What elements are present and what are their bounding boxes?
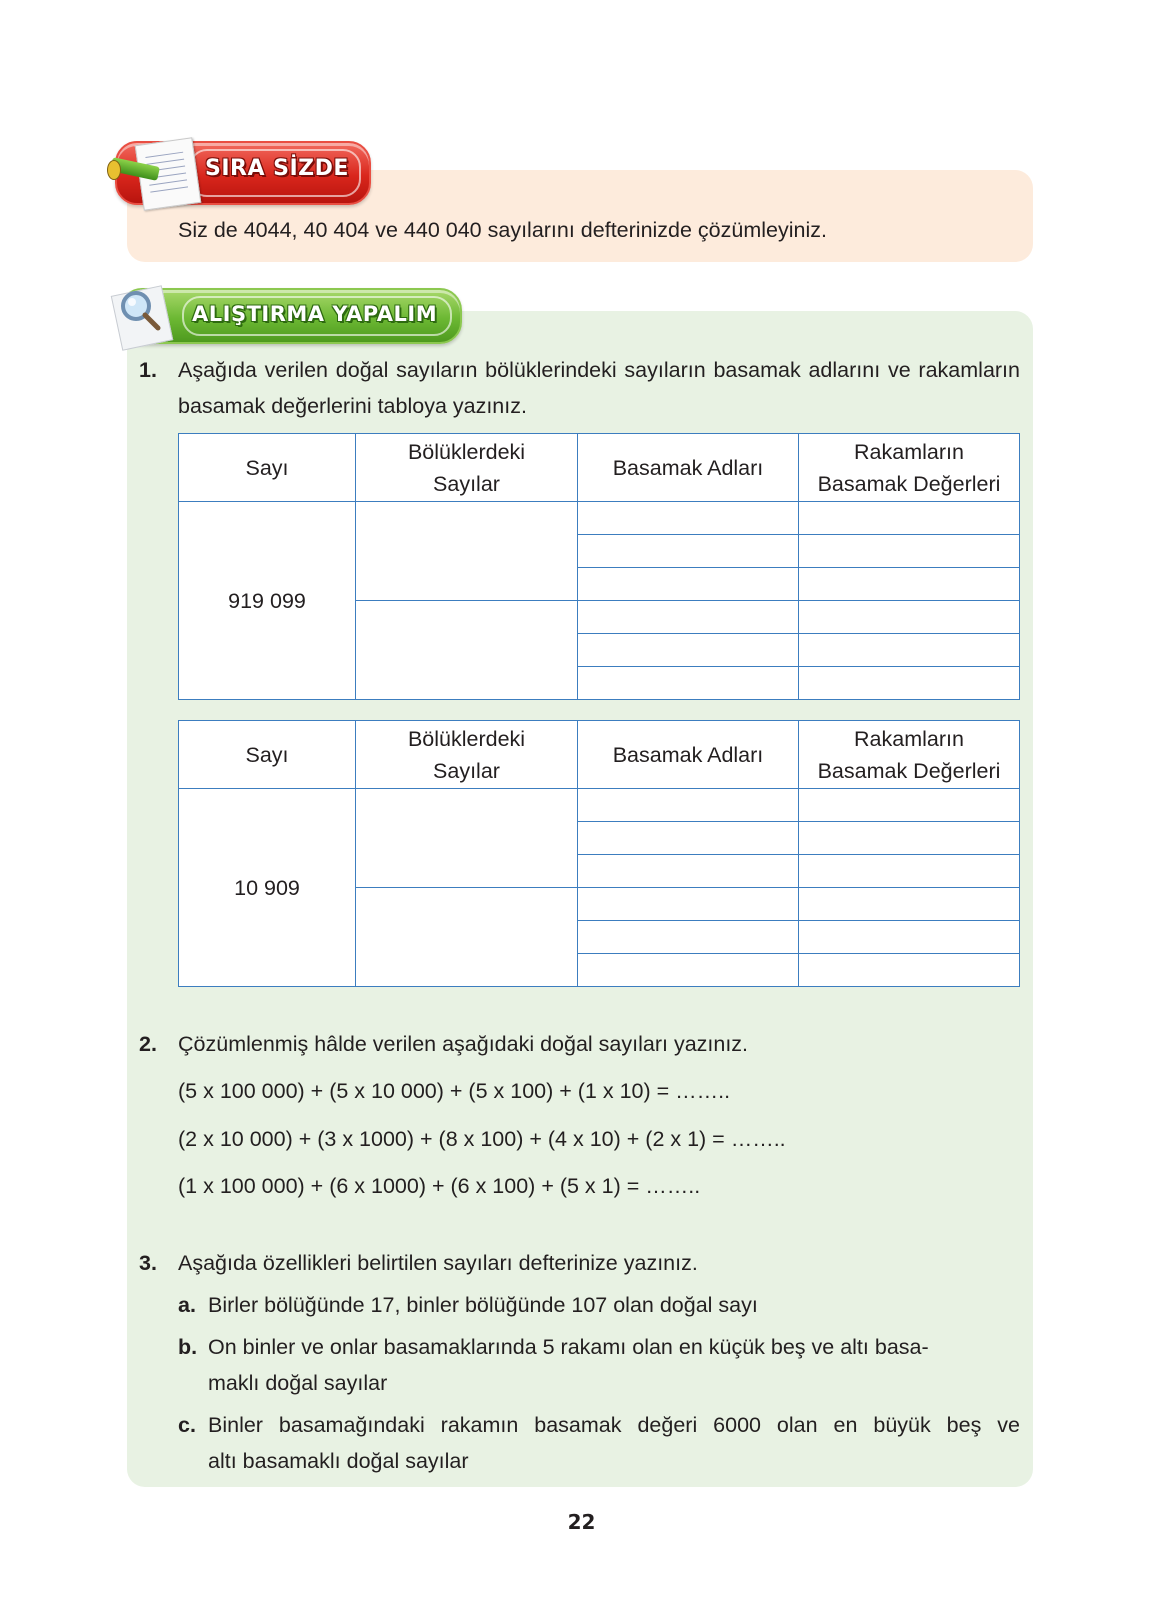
basamak-degeri-cell[interactable]: [799, 888, 1020, 921]
header-bolukler: Bölüklerdeki Sayılar: [356, 721, 578, 789]
magnifier-icon: [118, 288, 162, 332]
expression-2: (2 x 10 000) + (3 x 1000) + (8 x 100) + (4 x 10) + (2 x 1) = ……..: [178, 1127, 786, 1151]
header-basamak-adlari: Basamak Adları: [578, 721, 799, 789]
page-number: 22: [567, 1510, 596, 1534]
header-basamak-adlari: Basamak Adları: [578, 434, 799, 502]
basamak-degeri-cell[interactable]: [799, 667, 1020, 700]
question-1-number: 1.: [139, 358, 157, 382]
item-a-text: Birler bölüğünde 17, binler bölüğünde 107 olan doğal sayı: [208, 1293, 758, 1317]
basamak-adi-cell[interactable]: [578, 888, 799, 921]
basamak-degeri-cell[interactable]: [799, 634, 1020, 667]
number-cell: 10 909: [179, 789, 356, 987]
basamak-degeri-cell[interactable]: [799, 954, 1020, 987]
header-basamak-degerleri: Rakamların Basamak Değerleri: [799, 721, 1020, 789]
item-b-text-line2: maklı doğal sayılar: [208, 1371, 388, 1395]
basamak-degeri-cell[interactable]: [799, 535, 1020, 568]
item-a-label: a.: [178, 1293, 196, 1317]
boluk-input-cell[interactable]: [356, 601, 578, 700]
boluk-input-cell[interactable]: [356, 888, 578, 987]
expression-1: (5 x 100 000) + (5 x 10 000) + (5 x 100) + (1 x 10) = ……..: [178, 1079, 731, 1103]
basamak-degeri-cell[interactable]: [799, 921, 1020, 954]
pencil-eraser: [107, 160, 121, 180]
boluk-input-cell[interactable]: [356, 502, 578, 601]
item-c-label: c.: [178, 1413, 196, 1437]
number-cell: 919 099: [179, 502, 356, 700]
item-b-label: b.: [178, 1335, 198, 1359]
boluk-input-cell[interactable]: [356, 789, 578, 888]
question-2-text: Çözümlenmiş hâlde verilen aşağıdaki doğal sayıları yazınız.: [178, 1032, 749, 1056]
sira-sizde-banner: [115, 141, 371, 205]
table-row: [179, 789, 1020, 822]
basamak-adi-cell[interactable]: [578, 921, 799, 954]
basamak-adi-cell[interactable]: [578, 502, 799, 535]
question-3-number: 3.: [139, 1251, 157, 1275]
header-basamak-degerleri: Rakamların Basamak Değerleri: [799, 434, 1020, 502]
basamak-adi-cell[interactable]: [578, 634, 799, 667]
basamak-adi-cell[interactable]: [578, 535, 799, 568]
question-1-text: Aşağıda verilen doğal sayıların bölüklerindeki sayıların basamak adlarını ve rakamların basamak değerlerini tabloya yazınız.: [178, 358, 1020, 418]
question-2-number: 2.: [139, 1032, 157, 1056]
table-header-row: [179, 721, 1020, 789]
place-value-table-1: [178, 433, 1020, 700]
basamak-adi-cell[interactable]: [578, 601, 799, 634]
item-c-text-line1: Binler basamağındaki rakamın basamak değeri 6000 olan en büyük beş ve: [208, 1413, 1020, 1437]
table-row: [179, 502, 1020, 535]
basamak-adi-cell[interactable]: [578, 822, 799, 855]
table-header-row: [179, 434, 1020, 502]
place-value-table-2: [178, 720, 1020, 987]
basamak-adi-cell[interactable]: [578, 855, 799, 888]
basamak-degeri-cell[interactable]: [799, 568, 1020, 601]
basamak-degeri-cell[interactable]: [799, 789, 1020, 822]
expression-3: (1 x 100 000) + (6 x 1000) + (6 x 100) + (5 x 1) = ……..: [178, 1174, 701, 1198]
question-3-text: Aşağıda özellikleri belirtilen sayıları defterinize yazınız.: [178, 1251, 698, 1275]
basamak-degeri-cell[interactable]: [799, 822, 1020, 855]
basamak-adi-cell[interactable]: [578, 954, 799, 987]
basamak-adi-cell[interactable]: [578, 667, 799, 700]
item-c-text-line2: altı basamaklı doğal sayılar: [208, 1449, 469, 1473]
alistirma-title: ALIŞTIRMA YAPALIM: [192, 302, 438, 326]
header-bolukler: Bölüklerdeki Sayılar: [356, 434, 578, 502]
header-sayi: Sayı: [179, 721, 356, 789]
basamak-degeri-cell[interactable]: [799, 855, 1020, 888]
basamak-degeri-cell[interactable]: [799, 601, 1020, 634]
alistirma-banner: [120, 288, 462, 344]
header-sayi: Sayı: [179, 434, 356, 502]
item-b-text-line1: On binler ve onlar basamaklarında 5 rakamı olan en küçük beş ve altı basa-: [208, 1335, 929, 1359]
sira-sizde-title: SIRA SİZDE: [205, 156, 349, 181]
basamak-degeri-cell[interactable]: [799, 502, 1020, 535]
basamak-adi-cell[interactable]: [578, 789, 799, 822]
sira-sizde-text: Siz de 4044, 40 404 ve 440 040 sayılarını defterinizde çözümleyiniz.: [178, 218, 827, 242]
basamak-adi-cell[interactable]: [578, 568, 799, 601]
